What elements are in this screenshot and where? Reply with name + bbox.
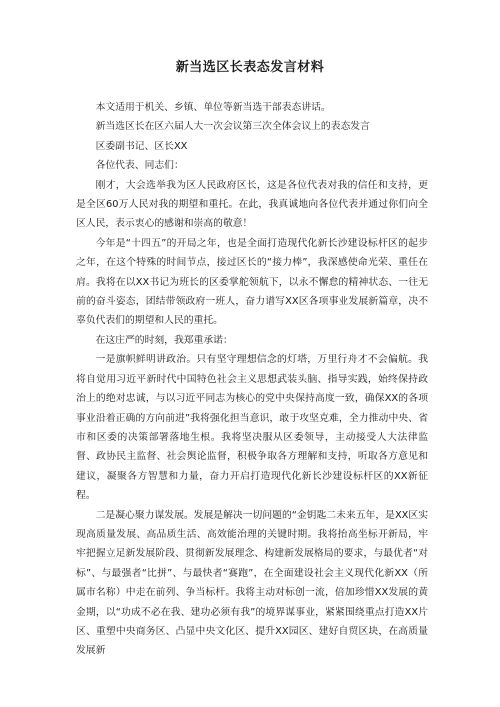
paragraph: 一是旗帜鲜明讲政治。只有坚守理想信念的灯塔，万里行舟才不会偏航。我将自觉用习近平新时代中国特色社会主义思想武装头脑、指导实践，始终保持政治上的绝对忠诚，与以习近平同志为核心的党中央保持高度一致，确保XX的各项事业沿着正确的方向前进”我将强化担当意识，敢于攻坚克难，全力推动中央、省市和区委的决策部署落地生根。我将坚决服从区委领导，主动接受人大法律监督、政协民主监督、社会舆论监督，积极争取各方理解和支持，听取各方意见和建议，凝聚各方智慧和力量，奋力开启打造现代化新长沙建设标杆区的XX新征程。	[76, 354, 428, 502]
paragraph: 二是凝心聚力谋发展。发展是解决一切问题的“金钥匙二未来五年，是XX区实现高质量发展、高品质生活、高效能治理的关键时期。我将抬高坐标开新局，牢牢把握立足新发展阶段、贯彻新发展理念、构建新发展格局的要求，与最优者“对标”、与最强者“比拼”、与最快者“赛跑”，在全面建设社会主义现代化新XX（所属市名称）中走在前列、争当标杆。我将主动对标创一流，倍加珍惜XX发展的黄金期，以“功成不必在我、建功必须有我”的境界谋事业，紧紧围绕重点打造XX片区、重塑中央商务区、凸显中央文化区、提升XX园区、建好自贸区块，在高质量发展新	[76, 509, 428, 657]
document-body	[76, 98, 428, 661]
document-title: 新当选区长表态发言材料	[175, 60, 325, 75]
speaker-line: 区委副书记、区长XX	[95, 140, 188, 152]
speech-heading: 新当选区长在区六届人大一次会议第三次全体会议上的表态发言	[95, 121, 370, 133]
paragraph: 刚才，大会选举我为区人民政府区长，这是各位代表对我的信任和支持，更是全区60万人民对我的期望和重托。在此，我真诚地向各位代表并通过你们向全区人民，表示衷心的感谢和崇高的敬意！	[76, 179, 428, 230]
salutation: 各位代表、同志们：	[95, 160, 184, 172]
paragraph: 今年是“十四五”的开局之年，也是全面打造现代化新长沙建设标杆区的起步之年，在这个特殊的时间节点，接过区长的“接力棒”，我深感使命光荣、重任在肩。我将在以XX书记为班长的区委掌舵领航下，以永不懈怠的精神状态、一往无前的奋斗姿态，团结带领政府一班人，奋力谱写XX区各项事业发展新篇章，决不辜负代表们的期望和人民的重托。	[76, 237, 428, 327]
paragraph: 在这庄严的时刻，我郑重承诺：	[95, 334, 233, 346]
intro-note: 本文适用于机关、乡镇、单位等新当选干部表态讲话。	[95, 102, 331, 113]
